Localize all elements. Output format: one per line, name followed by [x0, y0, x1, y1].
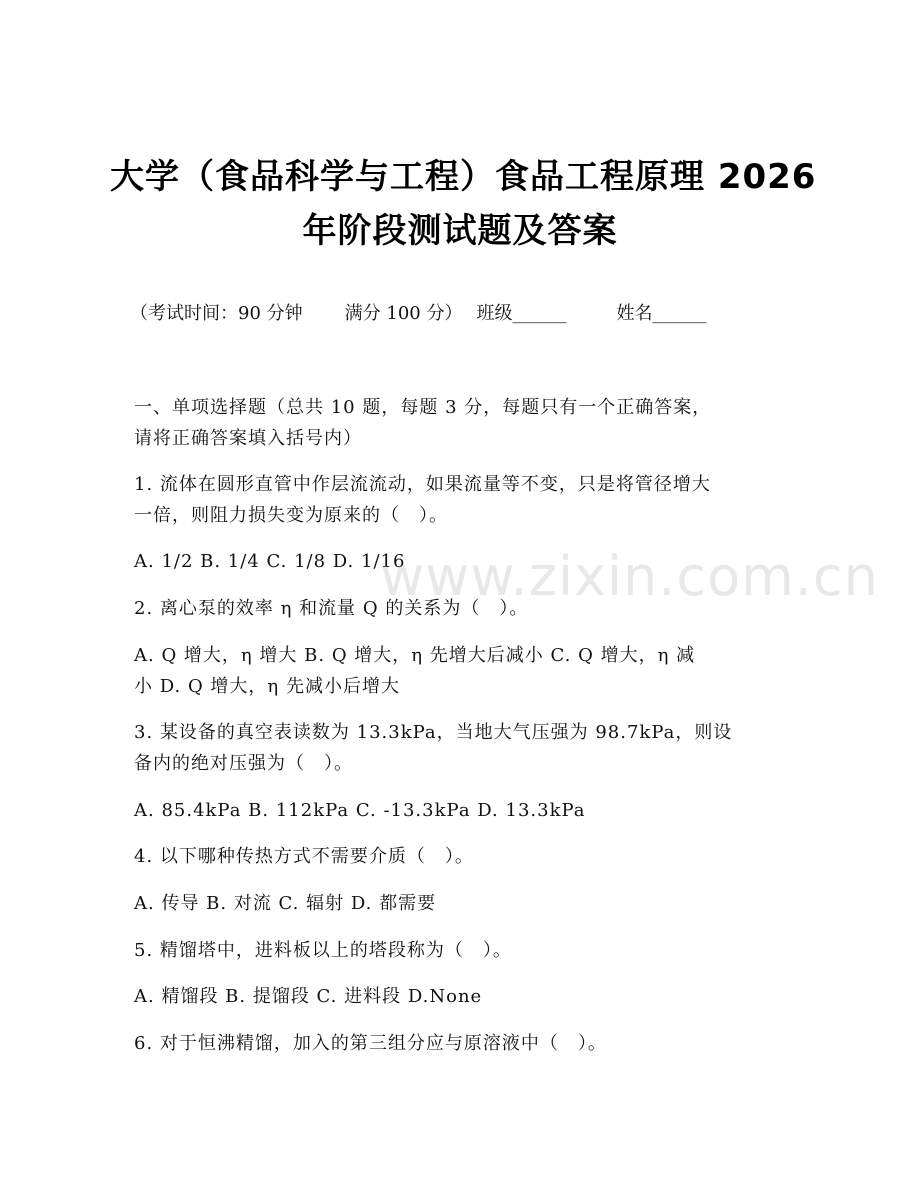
question-options-line: A. Q 增大，η 增大 B. Q 增大，η 先增大后减小 C. Q 增大，η 减: [134, 645, 696, 666]
question-2-options: [134, 640, 784, 702]
question-stem-line: 1. 流体在圆形直管中作层流流动，如果流量等不变，只是将管径增大: [134, 474, 711, 495]
section-heading-line-1: 一、单项选择题（总共 10 题，每题 3 分，每题只有一个正确答案，: [134, 397, 712, 418]
question-options-line: A. 传导 B. 对流 C. 辐射 D. 都需要: [134, 893, 437, 914]
question-stem-line: 备内的绝对压强为（ ）。: [134, 753, 353, 774]
question-2-stem: [134, 593, 784, 624]
question-4-stem: [134, 841, 784, 872]
question-5-stem: [134, 935, 784, 966]
question-options-line: A. 85.4kPa B. 112kPa C. -13.3kPa D. 13.3kPa: [134, 800, 586, 821]
question-stem-line: 6. 对于恒沸精馏，加入的第三组分应与原溶液中（ ）。: [134, 1033, 607, 1054]
question-6-stem: [134, 1028, 784, 1059]
question-1-stem: [134, 469, 784, 531]
question-stem-line: 一倍，则阻力损失变为原来的（ ）。: [134, 505, 448, 526]
question-3-options: [134, 795, 784, 826]
question-options-line: A. 精馏段 B. 提馏段 C. 进料段 D.None: [134, 986, 483, 1007]
section-heading-line-2: 请将正确答案填入括号内）: [134, 428, 362, 449]
question-options-line: 小 D. Q 增大，η 先减小后增大: [134, 676, 400, 697]
exam-full-score: 满分 100 分）: [344, 303, 463, 324]
class-field: 班级______: [476, 303, 567, 324]
watermark: www.zixin.com.cn: [380, 545, 879, 608]
exam-info: [130, 300, 706, 328]
document-title: [110, 150, 817, 258]
question-5-options: [134, 981, 784, 1012]
exam-time: （考试时间：90 分钟: [130, 303, 303, 324]
question-3-stem: [134, 717, 784, 779]
question-options-line: A. 1/2 B. 1/4 C. 1/8 D. 1/16: [134, 551, 406, 572]
question-4-options: [134, 888, 784, 919]
name-field: 姓名______: [616, 303, 707, 324]
question-stem-line: 5. 精馏塔中，进料板以上的塔段称为（ ）。: [134, 940, 512, 961]
question-stem-line: 4. 以下哪种传热方式不需要介质（ ）。: [134, 846, 474, 867]
question-stem-line: 2. 离心泵的效率 η 和流量 Q 的关系为（ ）。: [134, 598, 529, 619]
question-1-options: [134, 546, 784, 577]
title-line-2: 年阶段测试题及答案: [302, 211, 618, 251]
question-stem-line: 3. 某设备的真空表读数为 13.3kPa，当地大气压强为 98.7kPa，则设: [134, 722, 733, 743]
section-heading: [134, 392, 784, 454]
title-line-1: 大学（食品科学与工程）食品工程原理 2026: [110, 157, 817, 197]
